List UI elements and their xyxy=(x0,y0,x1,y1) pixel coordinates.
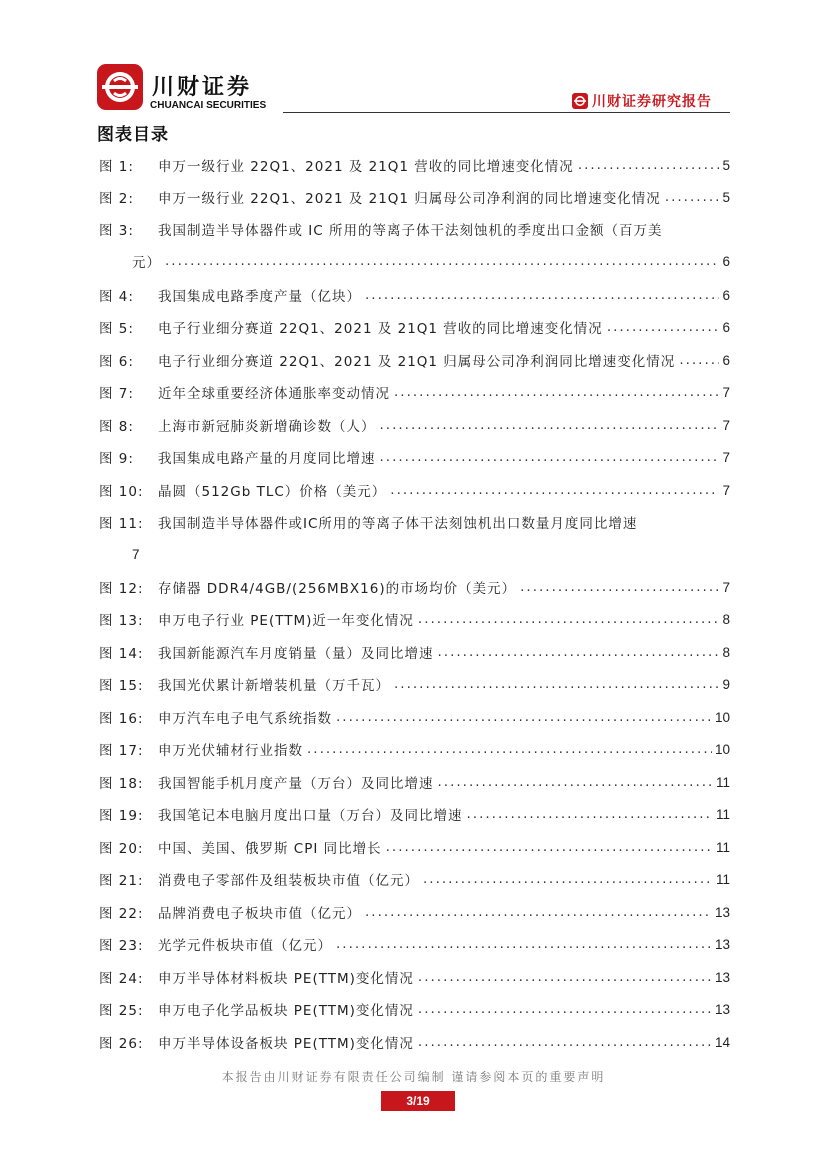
figure-label: 图 1: xyxy=(99,159,134,175)
leader-dots xyxy=(665,189,720,205)
page-number: 6 xyxy=(722,287,730,303)
figure-title: 我国制造半导体器件或 IC 所用的等离子体干法刻蚀机的季度出口金额（百万美 xyxy=(158,223,663,239)
figure-title: 晶圆（512Gb TLC）价格（美元） xyxy=(158,484,387,500)
figure-label: 图 10: xyxy=(99,484,144,500)
leader-dots xyxy=(390,482,719,498)
page-number: 6 xyxy=(722,253,730,269)
page-number: 13 xyxy=(714,969,730,985)
figure-title: 申万半导体设备板块 PE(TTM)变化情况 xyxy=(158,1036,414,1052)
figure-label: 图 20: xyxy=(99,841,144,857)
leader-dots xyxy=(467,806,713,822)
page-number: 8 xyxy=(722,644,730,660)
figure-label: 图 26: xyxy=(99,1036,144,1052)
figure-label: 图 24: xyxy=(99,971,144,987)
figure-title: 近年全球重要经济体通胀率变动情况 xyxy=(158,386,390,402)
figure-label: 图 11: xyxy=(99,516,144,532)
page-number: 13 xyxy=(714,1001,730,1017)
figure-label: 图 17: xyxy=(99,743,144,759)
figure-title: 中国、美国、俄罗斯 CPI 同比增长 xyxy=(158,841,382,857)
page-number: 11 xyxy=(715,774,730,790)
leader-dots xyxy=(394,676,719,692)
toc-entry[interactable] xyxy=(99,833,730,861)
footer-disclaimer: 本报告由川财证券有限责任公司编制 谨请参阅本页的重要声明 xyxy=(221,1070,606,1084)
figure-title: 申万汽车电子电气系统指数 xyxy=(158,711,332,727)
leader-dots xyxy=(394,384,719,400)
page-number: 7 xyxy=(722,482,730,498)
toc-entry-continuation[interactable] xyxy=(99,247,730,275)
leader-dots xyxy=(418,969,712,985)
figure-label: 图 22: xyxy=(99,906,144,922)
page-number: 13 xyxy=(714,936,730,952)
figure-title: 消费电子零部件及组装板块市值（亿元） xyxy=(158,873,419,889)
leader-dots xyxy=(438,774,713,790)
page-number: 7 xyxy=(722,579,730,595)
figure-label: 图 4: xyxy=(99,289,134,305)
leader-dots xyxy=(380,417,720,433)
leader-dots xyxy=(418,611,720,627)
page-number: 11 xyxy=(715,806,730,822)
leader-dots xyxy=(386,839,713,855)
report-tag-text: 川财证券研究报告 xyxy=(592,94,712,110)
figure-label: 图 3: xyxy=(99,223,134,239)
toc-entry[interactable] xyxy=(99,346,730,374)
toc-entry[interactable] xyxy=(99,930,730,958)
toc-entry[interactable] xyxy=(99,638,730,666)
page-number: 8 xyxy=(722,611,730,627)
leader-dots xyxy=(336,709,712,725)
toc-entry[interactable] xyxy=(99,183,730,211)
toc-entry[interactable] xyxy=(99,995,730,1023)
page-number: 10 xyxy=(714,709,730,725)
toc-entry[interactable] xyxy=(99,151,730,179)
toc-entry[interactable] xyxy=(99,865,730,893)
toc-entry[interactable] xyxy=(99,670,730,698)
toc-title: 图表目录 xyxy=(97,125,169,145)
figure-label: 图 2: xyxy=(99,191,134,207)
header-divider xyxy=(283,112,730,113)
figure-title: 电子行业细分赛道 22Q1、2021 及 21Q1 营收的同比增速变化情况 xyxy=(158,321,603,337)
figure-label: 图 14: xyxy=(99,646,144,662)
page-number: 7 xyxy=(722,417,730,433)
toc-entry[interactable] xyxy=(99,1028,730,1056)
leader-dots xyxy=(365,287,719,303)
leader-dots xyxy=(418,1034,712,1050)
toc-entry[interactable] xyxy=(99,605,730,633)
figure-title: 申万一级行业 22Q1、2021 及 21Q1 营收的同比增速变化情况 xyxy=(158,159,574,175)
figure-label: 图 13: xyxy=(99,613,144,629)
leader-dots xyxy=(423,871,713,887)
leader-dots xyxy=(607,319,720,335)
figure-title: 光学元件板块市值（亿元） xyxy=(158,938,332,954)
toc-entry[interactable] xyxy=(99,378,730,406)
page-number: 7 xyxy=(132,546,140,562)
figure-label: 图 16: xyxy=(99,711,144,727)
figure-title: 我国制造半导体器件或IC所用的等离子体干法刻蚀机出口数量月度同比增速 xyxy=(158,516,638,532)
figure-label: 图 5: xyxy=(99,321,134,337)
toc-entry[interactable] xyxy=(99,963,730,991)
figure-label: 图 23: xyxy=(99,938,144,954)
figure-title-continuation: 元） xyxy=(132,255,161,271)
chuancai-logo-icon xyxy=(97,64,143,110)
figure-title: 上海市新冠肺炎新增确诊数（人） xyxy=(158,419,376,435)
page-number: 5 xyxy=(722,157,730,173)
figure-title: 我国笔记本电脑月度出口量（万台）及同比增速 xyxy=(158,808,463,824)
leader-dots xyxy=(365,904,712,920)
figure-title: 申万半导体材料板块 PE(TTM)变化情况 xyxy=(158,971,414,987)
toc-entry[interactable] xyxy=(99,281,730,309)
figure-label: 图 6: xyxy=(99,354,134,370)
toc-entry[interactable] xyxy=(99,411,730,439)
page-number: 6 xyxy=(722,352,730,368)
leader-dots xyxy=(165,253,719,269)
figure-title: 品牌消费电子板块市值（亿元） xyxy=(158,906,361,922)
figure-title: 申万电子化学品板块 PE(TTM)变化情况 xyxy=(158,1003,414,1019)
toc-entry[interactable] xyxy=(99,573,730,601)
figure-title: 我国新能源汽车月度销量（量）及同比增速 xyxy=(158,646,434,662)
figure-title: 我国光伏累计新增装机量（万千瓦） xyxy=(158,678,390,694)
leader-dots xyxy=(520,579,719,595)
figure-label: 图 18: xyxy=(99,776,144,792)
toc-entry[interactable] xyxy=(99,508,730,536)
page-number: 10 xyxy=(714,741,730,757)
leader-dots xyxy=(438,644,720,660)
leader-dots xyxy=(380,449,720,465)
page-number: 13 xyxy=(714,904,730,920)
figure-title: 我国智能手机月度产量（万台）及同比增速 xyxy=(158,776,434,792)
page-number: 11 xyxy=(715,871,730,887)
toc-entry[interactable] xyxy=(99,735,730,763)
leader-dots xyxy=(336,936,712,952)
toc-entry[interactable] xyxy=(99,768,730,796)
figure-title: 我国集成电路产量的月度同比增速 xyxy=(158,451,376,467)
figure-title: 我国集成电路季度产量（亿块） xyxy=(158,289,361,305)
leader-dots xyxy=(307,741,712,757)
page-number: 11 xyxy=(715,839,730,855)
figure-title: 申万电子行业 PE(TTM)近一年变化情况 xyxy=(158,613,414,629)
toc-entry[interactable] xyxy=(99,703,730,731)
figure-title: 存储器 DDR4/4GB/(256MBX16)的市场均价（美元） xyxy=(158,581,517,597)
toc-entry[interactable] xyxy=(99,476,730,504)
page-indicator: 3/19 xyxy=(381,1091,455,1111)
toc-entry[interactable] xyxy=(99,443,730,471)
leader-dots xyxy=(418,1001,712,1017)
toc-entry[interactable] xyxy=(99,800,730,828)
brand-name-en: CHUANCAI SECURITIES xyxy=(150,100,267,111)
figure-label: 图 7: xyxy=(99,386,134,402)
figure-label: 图 21: xyxy=(99,873,144,889)
report-tag xyxy=(572,91,712,111)
toc-entry[interactable] xyxy=(99,313,730,341)
toc-entry[interactable] xyxy=(99,898,730,926)
brand-name-cn: 川财证券 xyxy=(152,75,253,100)
figure-title: 电子行业细分赛道 22Q1、2021 及 21Q1 归属母公司净利润同比增速变化情况 xyxy=(158,354,676,370)
report-tag-logo-icon xyxy=(572,93,588,109)
page-number: 5 xyxy=(722,189,730,205)
company-logo xyxy=(97,64,267,114)
toc-entry-continuation[interactable] xyxy=(99,540,730,568)
page-number: 7 xyxy=(722,449,730,465)
page-number: 14 xyxy=(714,1034,730,1050)
figure-label: 图 8: xyxy=(99,419,134,435)
toc-entry[interactable] xyxy=(99,215,730,243)
leader-dots xyxy=(679,352,719,368)
figure-label: 图 19: xyxy=(99,808,144,824)
page-number: 9 xyxy=(722,676,730,692)
page-number: 6 xyxy=(722,319,730,335)
page-number: 7 xyxy=(722,384,730,400)
figure-title: 申万一级行业 22Q1、2021 及 21Q1 归属母公司净利润的同比增速变化情况 xyxy=(158,191,661,207)
figure-label: 图 9: xyxy=(99,451,134,467)
figure-label: 图 15: xyxy=(99,678,144,694)
figure-label: 图 25: xyxy=(99,1003,144,1019)
figure-label: 图 12: xyxy=(99,581,144,597)
leader-dots xyxy=(578,157,720,173)
figure-title: 申万光伏辅材行业指数 xyxy=(158,743,303,759)
